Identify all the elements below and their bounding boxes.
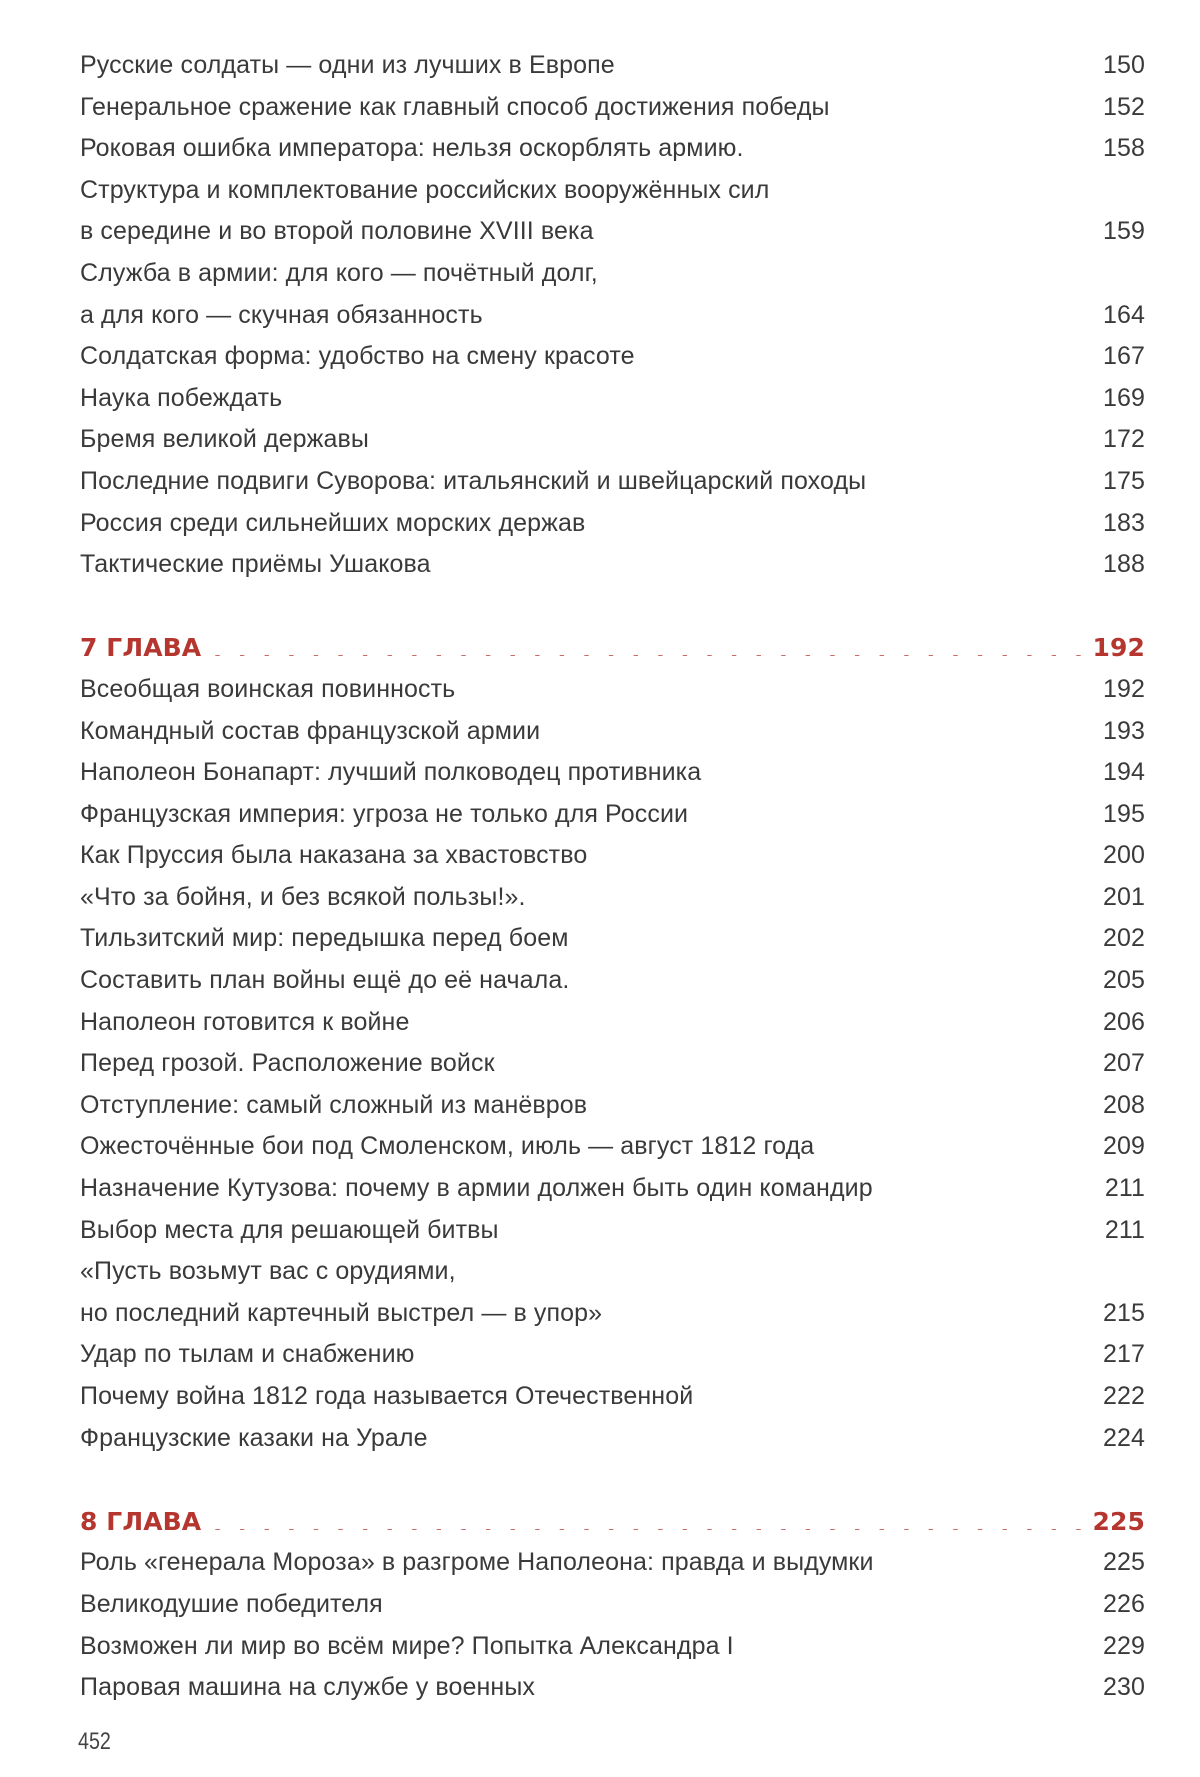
toc-entry[interactable] [80,794,1145,836]
toc-entry-page: 193 [1102,716,1145,745]
toc-entry-page: 195 [1102,799,1145,828]
toc-entry-title: Всеобщая воинская повинность [80,674,456,703]
toc-entry[interactable] [80,1126,1145,1168]
toc-entry[interactable] [80,1542,1145,1584]
toc-entry-title: Как Пруссия была наказана за хвастовство [80,841,588,870]
toc-entry[interactable] [80,378,1145,420]
toc-entry-title: Французские казаки на Урале [80,1423,428,1452]
dot-leader [598,214,1093,239]
toc-entry-page: 152 [1102,92,1145,121]
toc-entry-page: 229 [1102,1631,1145,1660]
dot-leader [834,90,1093,115]
toc-entry-page: 226 [1102,1589,1145,1618]
toc-entry-page: 175 [1102,466,1145,495]
dot-leader [413,1005,1093,1030]
toc-entry[interactable] [80,1584,1145,1626]
table-of-contents [80,45,1145,1709]
dot-leader [870,464,1093,489]
toc-entry[interactable] [80,1085,1145,1127]
dot-leader [435,547,1093,572]
toc-entry[interactable] [80,1168,1145,1210]
toc-entry[interactable] [80,1626,1145,1668]
dot-leader [487,298,1093,323]
toc-entry-title-continued: но последний картечный выстрел — в упор» [80,1298,603,1327]
dot-leader [877,1171,1093,1196]
toc-entry-title: Солдатская форма: удобство на смену красоте [80,342,635,371]
toc-entry[interactable] [80,835,1145,877]
toc-entry-page: 159 [1102,217,1145,246]
toc-entry-title-continued: в середине и во второй половине XVIII века [80,217,594,246]
dot-leader [573,963,1093,988]
toc-entry[interactable] [80,1002,1145,1044]
toc-entry-title: Наполеон Бонапарт: лучший полководец противника [80,758,702,787]
toc-entry-title: Составить план войны ещё до её начала. [80,966,570,995]
toc-entry-page: 215 [1102,1298,1145,1327]
toc-entry-title: Удар по тылам и снабжению [80,1340,415,1369]
chapter-page: 192 [1092,633,1145,663]
toc-entry-title: Служба в армии: для кого — почётный долг, [80,258,598,287]
dot-leader [387,1587,1093,1612]
dot-leader [373,422,1093,447]
toc-entry[interactable] [80,544,1145,586]
toc-entry[interactable] [80,1667,1145,1709]
toc-entry-page: 192 [1102,674,1145,703]
toc-entry[interactable] [80,960,1145,1002]
toc-entry[interactable] [80,877,1145,919]
dot-leader [589,506,1093,531]
toc-entry[interactable] [80,1418,1145,1460]
toc-entry-title: Бремя великой державы [80,425,369,454]
dot-leader [591,1088,1093,1113]
toc-entry-title: Отступление: самый сложный из манёвров [80,1090,588,1119]
dot-leader [748,131,1093,156]
dot-leader [205,631,1086,656]
toc-entry[interactable] [80,419,1145,461]
toc-entry-title: Выбор места для решающей битвы [80,1215,499,1244]
toc-entry[interactable] [80,1376,1145,1418]
toc-entry-page: 222 [1102,1382,1145,1410]
toc-entry-page: 167 [1102,342,1145,371]
dot-leader [591,838,1093,863]
toc-entry-page: 194 [1102,758,1145,787]
toc-entry-title: Командный состав французской армии [80,716,541,745]
chapter-page: 225 [1092,1506,1145,1536]
toc-entry[interactable] [80,918,1145,960]
toc-entry-page: 188 [1102,550,1145,579]
toc-entry-page: 205 [1102,966,1145,995]
toc-entry-page: 200 [1102,841,1145,870]
section-gap [80,1459,1145,1501]
dot-leader [530,880,1093,905]
toc-entry[interactable] [80,211,1145,253]
toc-entry-page: 158 [1102,134,1145,163]
toc-entry-title: Роковая ошибка императора: нельзя оскорблять армию. [80,134,744,163]
dot-leader [539,1670,1093,1695]
toc-entry-title: Возможен ли мир во всём мире? Попытка Александра I [80,1631,734,1660]
toc-entry-page: 202 [1102,924,1145,953]
toc-entry-title: Почему война 1812 года называется Отечественной [80,1382,694,1410]
dot-leader [544,714,1093,739]
toc-entry-title: Назначение Кутузова: почему в армии должен быть один командир [80,1174,873,1203]
dot-leader [697,1379,1093,1404]
toc-entry-title: Тактические приёмы Ушакова [80,550,431,579]
toc-entry-title: Русские солдаты — одни из лучших в Европе [80,51,615,79]
toc-entry[interactable] [80,336,1145,378]
toc-entry[interactable] [80,45,1145,87]
toc-entry[interactable] [80,128,1145,170]
toc-entry[interactable] [80,669,1145,711]
toc-entry-title: Французская империя: угроза не только для России [80,799,689,828]
dot-leader [705,755,1093,780]
dot-leader [738,1629,1093,1654]
toc-entry-title: Ожесточённые бои под Смоленском, июль — август 1812 года [80,1132,815,1161]
dot-leader [573,921,1093,946]
toc-entry-first-line[interactable] [80,1251,1145,1293]
toc-entry[interactable] [80,295,1145,337]
toc-entry-title: Роль «генерала Мороза» в разгроме Наполеона: правда и выдумки [80,1548,874,1577]
toc-entry-page: 211 [1104,1215,1145,1244]
dot-leader [606,1296,1093,1321]
toc-entry[interactable] [80,461,1145,503]
toc-entry-page: 150 [1102,51,1145,79]
toc-entry-page: 172 [1102,425,1145,454]
dot-leader [619,48,1093,73]
toc-entry-title: Паровая машина на службе у военных [80,1673,535,1702]
toc-entry-title: Наука побеждать [80,383,283,412]
toc-entry[interactable] [80,1043,1145,1085]
toc-entry-page: 209 [1102,1132,1145,1161]
toc-entry-title: Последние подвиги Суворова: итальянский и швейцарский походы [80,466,867,495]
toc-entry-title-continued: а для кого — скучная обязанность [80,300,483,329]
toc-entry-page: 206 [1102,1007,1145,1036]
toc-entry[interactable] [80,87,1145,129]
toc-entry-first-line[interactable] [80,253,1145,295]
chapter-heading-7[interactable] [80,627,1145,669]
dot-leader [205,1505,1086,1530]
chapter-heading-8[interactable] [80,1501,1145,1543]
page-number: 452 [78,1728,111,1755]
toc-entry[interactable] [80,752,1145,794]
toc-entry-first-line[interactable] [80,170,1145,212]
dot-leader [503,1213,1093,1238]
toc-entry-page: 164 [1102,300,1145,329]
toc-entry-title: Структура и комплектование российских вооружённых сил [80,175,770,204]
toc-entry-title: «Пусть возьмут вас с орудиями, [80,1257,456,1286]
dot-leader [432,1421,1093,1446]
toc-entry-page: 230 [1102,1673,1145,1702]
toc-entry-title: Наполеон готовится к войне [80,1007,410,1036]
toc-entry-title: Перед грозой. Расположение войск [80,1049,495,1078]
toc-entry-page: 225 [1102,1548,1145,1577]
toc-entry-page: 208 [1102,1090,1145,1119]
chapter-title: 7 ГЛАВА [80,633,202,663]
toc-entry-page: 169 [1102,383,1145,412]
dot-leader [419,1337,1093,1362]
dot-leader [878,1545,1093,1570]
toc-entry-page: 211 [1104,1174,1145,1203]
section-gap [80,586,1145,628]
toc-entry[interactable] [80,503,1145,545]
dot-leader [499,1046,1093,1071]
toc-entry-page: 201 [1102,882,1145,911]
toc-entry-title: Россия среди сильнейших морских держав [80,508,586,537]
dot-leader [286,381,1093,406]
toc-entry-page: 183 [1102,508,1145,537]
toc-entry-title: Тильзитский мир: передышка перед боем [80,924,569,953]
toc-entry-page: 217 [1102,1340,1145,1369]
toc-entry-page: 224 [1102,1423,1145,1452]
toc-entry-title: Генеральное сражение как главный способ достижения победы [80,92,830,121]
toc-entry[interactable] [80,1293,1145,1335]
toc-entry[interactable] [80,711,1145,753]
dot-leader [818,1129,1093,1154]
chapter-title: 8 ГЛАВА [80,1506,202,1536]
dot-leader [692,797,1093,822]
dot-leader [459,672,1093,697]
toc-entry-title: «Что за бойня, и без всякой пользы!». [80,882,526,911]
toc-entry-page: 207 [1102,1049,1145,1078]
toc-entry[interactable] [80,1334,1145,1376]
toc-entry-title: Великодушие победителя [80,1589,383,1618]
dot-leader [639,339,1093,364]
toc-entry[interactable] [80,1210,1145,1252]
